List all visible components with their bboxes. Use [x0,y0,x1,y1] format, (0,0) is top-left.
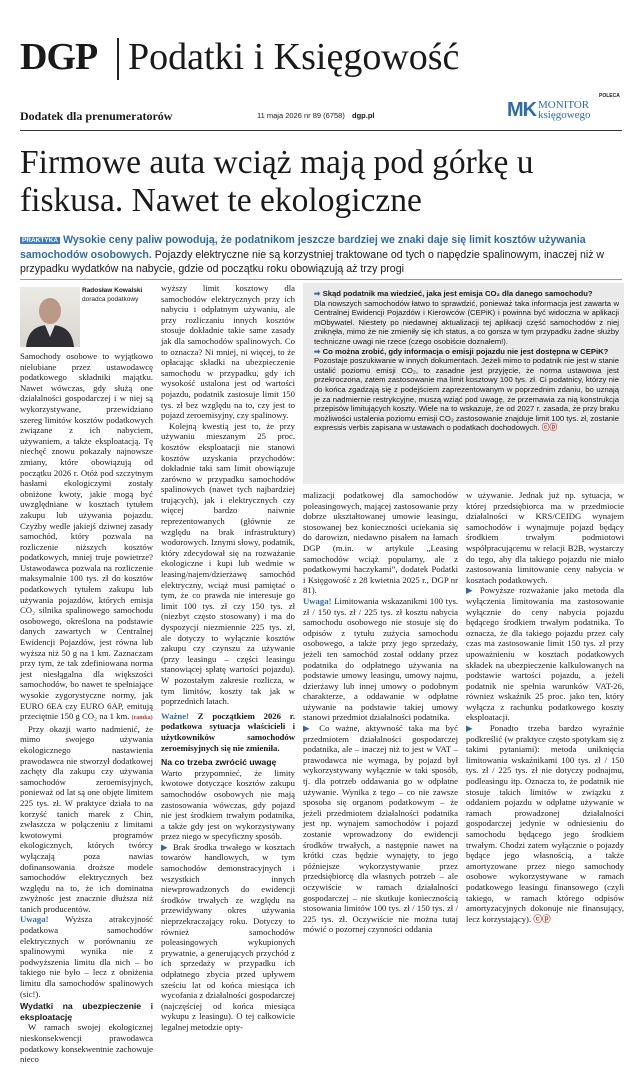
author-role: doradca podatkowy [82,296,139,303]
faq-answer: Pozostaje poszukiwanie w innych dokumentach. Jeżeli mimo to podatnik nie jest w stanie ustalić poziomu emisji CO₂, to zasadne jest przyjęcie, że norma ustawowa jest przekroczona, zatem zastosowanie ma limit kosztowy 100 tys. zł. Ci podatnicy, którzy nie do końca zgadzają się z podejściem zaprezentowanym w poprzednim zdaniu, bo uznają je za nadmiernie restrykcyjne, muszą wziąć pod uwagę, że przemawia za nią konstrukcja przepisów limitujących koszty. Wiele na to wskazuje, że od 2027 r. zasada, że przy braku możliwości ustalenia poziomu emisji CO₂ zastosowanie znajduje limit 100 tys. zł, zostanie expressis verbis zapisana w ustawach o podatkach dochodowych. [314,356,619,433]
paragraph: Brak środka trwałego w kosztach towarów handlowych, w tym samochodów demonstracyjnych i wszystkich innych niewprowadzonych do ewidencji środków trwałych ze względu na przewidywany okres używania nieprzekraczający roku. Dotyczy to również samochodów poleasingowych wykupionych prywatnie, a generujących przychód z ich sprzedaży w przypadku ich odpłatnego zbycia przed upływem sześciu lat od końca miesiąca ich wycofania z działalności gospodarczej (najczęściej od końca miesiąca wykupu z leasingu). O tej całkowicie legalnej metodzie opty- [161,841,296,1032]
paragraph: malizacji podatkowej dla samochodów poleasingowych, mającej zastosowanie przy dobrze ukształtowanej umowie leasingu, stosowanej bez konieczności uciekania się do darowizn, niedawno pisałem na łamach DGP (m.in. w artykule „Leasing samochodów wciąż popularny, ale z podatkowymi haczykami”, dodatek Podatki i Księgowość z 28 kwietnia 2025 r., DGP nr 81). [303,490,458,596]
faq-question: Co można zrobić, gdy informacja o emisji pojazdu nie jest dostępna w CEPiK? [322,346,609,356]
masthead-divider [117,38,119,80]
partner-name-bottom: księgowego [538,109,591,121]
faq-answer: Dla nowszych samochodów łatwo to sprawdzić, ponieważ taka informacja jest zawarta w Centralnej Ewidencji Pojazdów i Kierowców (CEPiK) i powinna być widoczna w aplikacji mObywatel. Niestety po niedawnej aktualizacji tej aplikacji część samochodów z niej zniknęła, mimo że nie zmieniły się ich status, a co gorsza w tym przypadku żadne służby techniczne uwagi nie rzece (czego osobiście doznałem!). [314,298,619,346]
article-headline: Firmowe auta wciąż mają pod górkę u fiskusa. Nawet te ekologiczne [20,144,534,219]
uwaga-label: Uwaga! [20,914,49,925]
partner-name [538,100,591,120]
ramka-tag: (ramka) [131,715,153,722]
paragraph: Co ważne, aktywność taka ma być przedmiotem działalności gospodarczej podatnika, ale – inaczej niż to jest w VAT – prawodawca nie wymaga, by pojazd był wykorzystywany wyłącznie w taki sposób, tj. dla potrzeb oddawania go w odpłatne używanie. Wynika z tego – co nie zawsze sposoba się organom podatkowym – że jeżeli przedmiotem działalności podatnika jest np. wynajem samochodów i pojazd zostanie wprowadzony do ewidencji środków trwałych, a następnie nawet na krótki czas będzie wynajęty, to jego późniejsze wykorzystywanie przez przedsiębiorcę dla własnych potrzeb – ale oczywiście w ramach działalności gospodarczej – nie skutkuje koniecznością stosowania limitów 100 tys. zł / 150 tys. zł / 225 tys. zł. Oczywiście nie można tutaj mówić o pozornej czynności oddania [303,723,458,935]
arrow-icon: ▶ [466,723,481,734]
column-2 [161,283,295,1033]
faq-box [303,283,624,484]
wazne-label: Ważne! [161,710,189,721]
masthead-section-title: Podatki i Księgowość [128,36,460,78]
arrow-icon: ➡ [314,289,321,298]
author-name: Radosław Kowalski [82,287,143,294]
copyright-mark: ⓒⓟ [541,423,558,433]
uwaga-label: Uwaga! [303,595,332,606]
author-photo [20,287,80,347]
column-1 [20,351,153,1065]
paragraph: Samochody osobowe to wyjątkowo nielubiane przez ustawodawcę podatkowego składniki majątku. Nawet wówczas, gdy służą one działalności gospodarczej i w niej są wykorzystywane, przewidziano szereg limitów kosztów podatkowych związane z ich nabyciem, używaniem, a także eksploatacją. Tę niechęć znowu pokazały najnowsze zmiany, które obowiązują od początku 2026 r. Otóż pod szczytnym hasłami ekologiczymi zostały obniżone kwoty, jakie mogą być uwzględniane w kosztach tytułem zakupu lub używania pojazdu. Czyżby wedle jakiejś dziwnej zasady samochód, który pozwala na rozliczenie niższych kosztów podatkowych, mniej truje powietrze? Ustawodawca pozwala na rozliczenie maksymalnie 100 tys. zł do kosztów podatkowych tytułem zakupu lub używania pojazdów, których emisja CO₂ silnika spalinowego samochodu osobowego, określona na podstawie danych zawartych w Centralnej Ewidencji Pojazdów, jest równa lub wyższa niż 50 g na 1 km. Zaznaczam przy tym, że tak zdefiniowana norma jest niesłągalna dla większości samochodów, bo nawet te spełniające wysokie zygorystyczne normy, jak EURO 6EA czy EURO 6AP, emitują przeciętnie 150 g CO₂ na 1 km. [20,351,153,722]
monitor-logo-icon: MK [507,99,537,121]
copyright-mark: ⓒⓟ [533,913,551,924]
partner-label: POLECA [599,93,620,99]
subheading: Na co trzeba zwrócić uwagę [161,757,277,768]
arrow-icon: ▶ [303,723,314,734]
arrow-icon: ➡ [314,346,321,356]
paragraph: Kolejną kwestią jest to, że przy używaniu mieszanym 25 proc. kosztów eksploatacji nie stanowi kosztów uzyskania przychodów: dokładnie taki sam limit obowiązuje zarówno w przypadku samochodów spalinowych (nawet tych najbardziej trujących), jak i elektrycznych czy więcej bardzo naiwnie reprezentowanych (głównie ze względu na brak infrastruktury) wodorowych. Iznymi słowy, podatnik, który zdecydował się na rozważanie ekologiczne i kupi lub wedmie w leasing/najem/dzierżawę samochód elektryczny, wciąż musi pamiętać o tym, że co prawda nie interesuje go limit 100 tys. zł czy 150 tys. zł (niezbyt często stosowany) i ma do dyspozycji niezmiennie 225 tys. zł, ale dotyczy to wyłącznie kosztów zakupu czy czynszu za używanie (przy leasingu – części leasingu stanowiącej spłatę wartości pojazdu). W pozostałym zakresie rozlicza, w tym limitów, koszty tak jak w poprzednich latach. [161,420,295,707]
paragraph: Z początkiem 2026 r. podatkowa sytuacja właścicieli i użytkowników samochodów zeroemisyjnych się nie zmieniła. [161,710,295,753]
masthead-brand: DGP [20,36,98,78]
paragraph: Wyższa atrakcyjność podatkowa samochodów elektrycznych w porównaniu ze spalinowymi wynika nie z podwyższenia limitu dla nich – bo takiego nie było – lecz z obniżenia limitu dla samochodów spalinowych (sic!). [20,914,153,999]
lead-strong: Wysokie ceny paliw powodują, że podatnikom jeszcze bardziej we znaki daje się limit kosztów używania samochodów osobowych. [20,234,586,261]
lead-rest: Pojazdy elektryczne nie są korzystniej traktowane od tych o napędzie spalinowym, inaczej niż w przypadku wydatków na nabycie, gdzie od początku roku obowiązują aż trzy progi [20,249,605,275]
paragraph: W ramach swojej ekologicznej nieskonsekwencji prawodawca podatkowy konsekwentnie zachowuje nieco [20,1022,153,1065]
site-link[interactable]: dgp.pl [352,111,375,120]
paragraph: w używanie. Jednak już np. sytuacja, w której przedsiębiorca ma w przedmiocie działalności w KRS/CEIDG wynajem samochodów i wynajmuje pojazd będący środkiem trwałym podmiotowi współpracującemu w relacji B2B, wystarczy do tego, aby dla takiego pojazdu nie miało zastosowania limitowanie ceny nabycia w kosztach podatkowych. [466,490,624,585]
article-lead [20,233,624,276]
column-4 [466,490,624,924]
supplement-label: Dodatek dla prenumeratorów [20,109,173,123]
paragraph: Ponadto trzeba bardzo wyraźnie podkreślić (w praktyce często spotykam się z takimi pytaniami): metoda uniknięcia limitowania wskaźnikami 100 tys. zł / 150 tys. zł / 225 tys. zł nie dotyczy podnajmu, podleasingu itp. Oznacza to, że podatnik nie stosuje takich limitów w związku z oddaniem pojazdu w odpłatne używanie w ramach prowadzonej działalności gospodarczej jedynie w odniesieniu do samochodu będącego jego środkiem trwałym. Chodzi zatem wyłącznie o pojazdy będące jego własnością, a także amortyzowane przez niego samochody osobowe wykorzystywane w ramach podatkowego leasingu finansowego (czyli takiego, w ramach którego odpisów amortyzacyjnych dokonuje nie finansujący, lecz korzystający). [466,723,624,924]
arrow-icon: ▶ [466,585,476,596]
paragraph: Warto przypomnieć, że limity kwotowe dotyczące kosztów zakupu samochodów osobowych nie mają zastosowania wówczas, gdy pojazd nie jest środkiem trwałym podatnika, a także gdy jest on wykorzystywany przez niego w specyficzny sposób. [161,767,295,842]
subheading: Wydatki na ubezpieczenie i eksploatację [20,1001,153,1022]
lead-rule [20,279,622,280]
paragraph: Limitowania wskazanikmi 100 tys. zł / 150 tys. zł / 225 tys. zł kosztu nabycia samochodu osobowego nie stosuje się do odpisów z tytułu zużycia samochodu osobowego, a także przy jego sprzedaży, jeżeli ten samochód został oddany przez podatnika do odpłatnego używania na podstawie umowy leasingu, umowy najmu, dzierżawy lub innej umowy o podobnym charakterze, a oddawanie w odpłatne używanie na podstawie takiej umowy stanowi przedmiot działalności podatnika. [303,595,458,723]
paragraph: wyższy limit kosztowy dla samochodów elektrycznych przy ich nabyciu i odpłatnym używaniu, ale przy rozliczaniu innych kosztów stosuje dokładnie takie same zasady jak dla samochodów spalinowych. Co to oznacza? Ni mniej, ni więcej, to że opłacając składki na ubezpieczenie samochodu w przypadku, gdy ich wysokość ustalona jest od wartości pojazdu, podatnik zastosuje limit 150 tys. zł bez względu na to, czy jest to pojazd zeroemisyjny, czy spalinowy. [161,283,295,421]
partner-name-top: MONITOR [538,99,590,111]
paragraph: Powyższe rozważanie jako metoda dla wyłączenia limitowania ma zastosowanie wyłącznie do ceny nabycia pojazdu będącego środkiem trwałym podatnika. To oznacza, że dla takiego pojazdu przez cały czas ma zastosowanie limit 150 tys. zł przy upoważnieniu w kosztach podatkowych składek na ubezpieczenie kalkulowanych na podstawie wartości pojazdu, a jeżeli podatnik nie spełnia warunków VAT-26, równiez wskaźnik 25 proc. jako ten, który wyłącza z rachunku podatkowego koszty eksploatacji. [466,585,624,723]
paragraph: Przy okazji warto nadmienić, że mimo swojego używania ekologicznego nastawienia prawodawca nie stworzył dodatkowej zachęty dla zakupu czy używania samochodów zeroemisyjnych, ponieważ od lat są one objęte limitem 225 tys. zł. W praktyce działa to na korzyść tanich marek z Chin, zwłaszcza w połączeniu z limitami kwotowymi programów ekologicznych, których twórcy wyłączają poza nawias dofinansowania droższe modele samochodów elektrycznych bez względu na to, że ich dominatna zwyżnośc jest znacznie dłuższa niż tanich producentów. [20,723,153,914]
faq-question: Skąd podatnik ma wiedzieć, jaka jest emisja CO₂ dla danego samochodu? [322,289,593,298]
column-3 [303,490,458,935]
arrow-icon: ▶ [161,841,170,852]
issue-info: 11 maja 2026 nr 89 (6758) [257,111,345,120]
header-rule [20,130,622,131]
section-badge: PRAKTYKA [22,237,59,244]
